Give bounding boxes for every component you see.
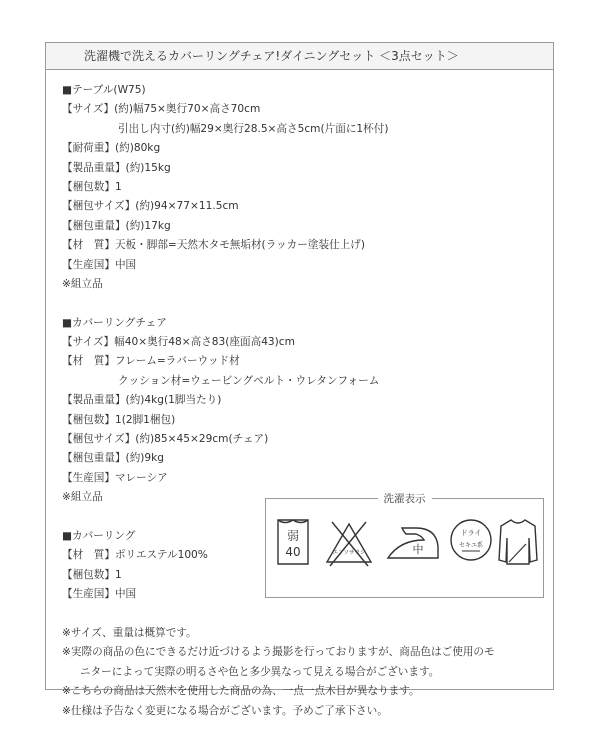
cover-heading: ■カバーリング	[62, 529, 136, 542]
table-drawer-size: 引出し内寸(約)幅29×奥行28.5×高さ5cm(片面に1杯付)	[118, 122, 389, 135]
section-gap	[62, 605, 543, 624]
iron-label: 中	[412, 543, 424, 556]
care-title-text: 洗濯表示	[378, 493, 432, 505]
bleach-label: エンソサラシ	[332, 550, 366, 556]
chair-assembly-note: ※組立品	[62, 491, 103, 504]
table-heading: ■テーブル(W75)	[62, 84, 146, 96]
chair-package-size: 【梱包サイズ】(約)85×45×29cm(チェア)	[62, 433, 269, 446]
care-label-box	[265, 493, 544, 598]
spec-frame	[45, 42, 554, 717]
iron-medium-icon	[384, 516, 442, 566]
note-spec-change: ※仕様は予告なく変更になる場合がございます。予めご了承下さい。	[62, 704, 388, 717]
chair-section	[62, 314, 543, 508]
care-icons	[276, 516, 538, 576]
cover-material: 【材 質】ポリエステル100%	[62, 549, 208, 562]
chair-origin: 【生産国】マレーシア	[62, 471, 168, 484]
note-approximate: ※サイズ、重量は概算です。	[62, 626, 197, 639]
dry-clean-icon	[448, 516, 494, 566]
table-weight: 【製品重量】(約)15kg	[62, 161, 171, 174]
spec-content	[62, 81, 543, 721]
dry-label: ドライ	[460, 529, 482, 537]
note-color-continued: ニターによって実際の明るさや色と多少異なって見える場合がございます。	[80, 665, 440, 678]
section-gap	[62, 294, 543, 313]
table-package-weight: 【梱包重量】(約)17kg	[62, 219, 171, 232]
wash-temp-label: 40	[285, 545, 301, 559]
chair-heading: ■カバーリングチェア	[62, 316, 167, 329]
note-color: ※実際の商品の色にできるだけ近づけるよう撮影を行っておりますが、商品色はご使用のモ	[62, 646, 495, 659]
table-material: 【材 質】天板・脚部=天然木タモ無垢材(ラッカー塗装仕上げ)	[62, 239, 365, 252]
chair-material: 【材 質】フレーム=ラバーウッド材	[62, 355, 240, 368]
table-package-size: 【梱包サイズ】(約)94×77×11.5cm	[62, 200, 239, 213]
chair-package-weight: 【梱包重量】(約)9kg	[62, 452, 165, 465]
chair-package-count: 【梱包数】1(2脚1梱包)	[62, 413, 176, 426]
note-wood-grain: ※こちらの商品は天然木を使用した商品の為、一点一点木目が異なります。	[62, 685, 420, 698]
table-assembly-note: ※組立品	[62, 277, 103, 290]
care-title	[266, 491, 543, 507]
no-bleach-icon	[324, 516, 374, 568]
wash-strength-label: 弱	[286, 529, 300, 543]
table-package-count: 【梱包数】1	[62, 180, 122, 193]
page-title: 洗濯機で洗えるカバーリングチェア!ダイニングセット ＜3点セット＞	[46, 43, 553, 70]
chair-size: 【サイズ】幅40×奥行48×高さ83(座面高43)cm	[62, 336, 295, 349]
chair-cushion-material: クッション材=ウェービングベルト・ウレタンフォーム	[118, 374, 380, 387]
table-size: 【サイズ】(約)幅75×奥行70×高さ70cm	[62, 103, 261, 116]
dry-solvent-label: セキユ系	[458, 542, 484, 549]
chair-weight: 【製品重量】(約)4kg(1脚当たり)	[62, 394, 222, 407]
table-load-capacity: 【耐荷重】(約)80kg	[62, 142, 161, 155]
cover-origin: 【生産国】中国	[62, 588, 137, 601]
cover-package-count: 【梱包数】1	[62, 568, 122, 581]
table-origin: 【生産国】中国	[62, 258, 137, 271]
wash-40-icon	[276, 516, 310, 566]
table-section	[62, 81, 543, 294]
notes-section	[62, 624, 543, 721]
hang-dry-icon	[498, 516, 538, 568]
